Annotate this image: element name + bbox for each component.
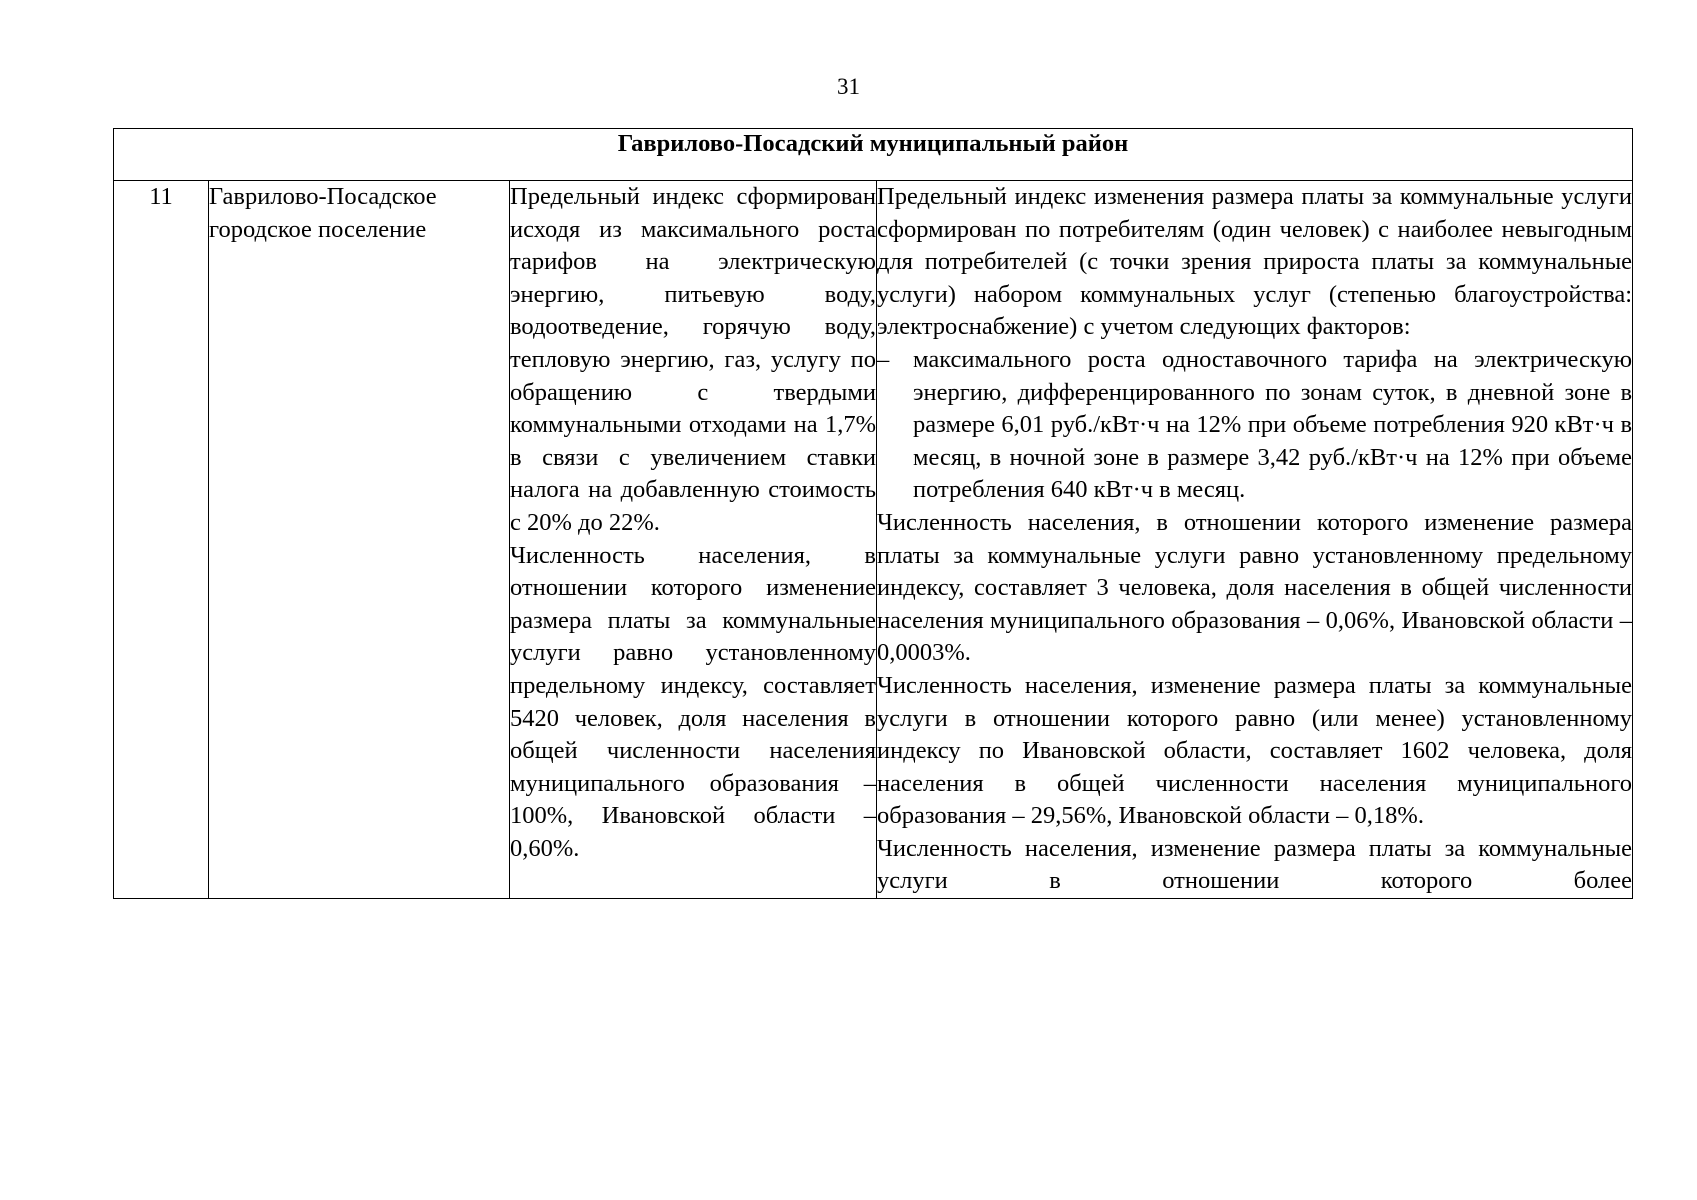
population-equal-paragraph: Численность населения, в отношении которого изменение размера платы за коммунальные услуги равно установленному предельному индексу, составляет 3 человека, доля населения в общей численности населения муниципального образования – 0,06%, Ивановской области – 0,0003%.	[877, 508, 1633, 667]
population-paragraph: Численность населения, в отношении которого изменение размера платы за коммунальные услуги равно установленному предельному индексу, составляет 5420 человек, доля населения в общей численности населения муниципального образования – 100%, Ивановской области – 0,60%.	[510, 541, 876, 862]
tariff-table	[113, 128, 1633, 899]
factor-list-item	[877, 344, 1632, 507]
population-less-paragraph: Численность населения, изменение размера платы за коммунальные услуги в отношении которого равно (или менее) установленному индексу по Ивановской области, составляет 1602 человека, доля населения в общей численности населения муниципального образования – 29,56%, Ивановской области – 0,18%.	[877, 671, 1633, 830]
details-intro-paragraph: Предельный индекс изменения размера платы за коммунальные услуги сформирован по потребителям (один человек) с наиболее невыгодным для потребителей (с точки зрения прироста платы за коммунальные услуги) набором коммунальных услуг (степенью благоустройства: электроснабжение) с учетом следующих факторов:	[877, 183, 1633, 341]
index-basis-cell	[510, 181, 877, 899]
population-more-paragraph: Численность населения, изменение размера платы за коммунальные услуги в отношении которого более	[877, 834, 1633, 895]
district-header: Гаврилово-Посадский муниципальный район	[114, 129, 1633, 181]
row-number: 11	[114, 181, 209, 899]
bullet-dash: –	[877, 345, 890, 373]
page-number: 31	[837, 74, 860, 99]
settlement-name: Гаврилово-Посадское городское поселение	[209, 181, 510, 899]
district-header-row	[114, 129, 1633, 181]
factor-text: максимального роста одноставочного тарифа на электрическую энергию, дифференцированного по зонам суток, в дневной зоне в размере 6,01 руб./кВт·ч на 12% при объеме потребления 920 кВт·ч в месяц, в ночной зоне в размере 3,42 руб./кВт·ч на 12% при объеме потребления 640 кВт·ч в месяц.	[913, 345, 1633, 504]
index-details-cell	[877, 181, 1633, 899]
index-basis-paragraph: Предельный индекс сформирован исходя из максимального роста тарифов на электрическую энергию, питьевую воду, водоотведение, горячую воду, тепловую энергию, газ, услугу по обращению с твердыми коммунальными отходами на 1,7% в связи с увеличением ставки налога на добавленную стоимость с 20% до 22%.	[510, 183, 876, 536]
table-row	[114, 181, 1633, 899]
